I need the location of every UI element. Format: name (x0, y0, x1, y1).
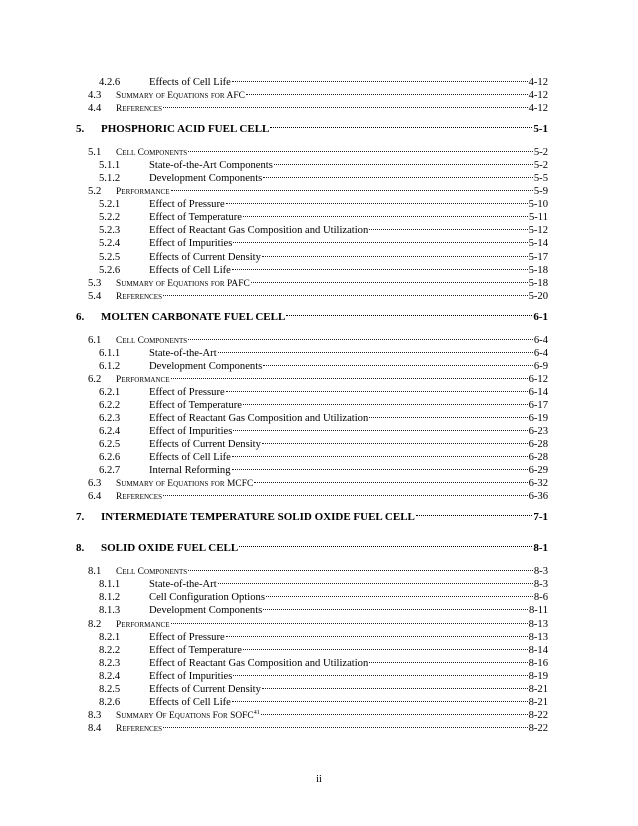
toc-entry-title-text: Cell Components (116, 335, 188, 346)
toc-entry-title-text: Development Components (149, 173, 263, 185)
dot-leader (163, 95, 528, 108)
toc-entry-title-text: Effects of Cell Life (149, 696, 231, 708)
dot-leader (266, 584, 533, 597)
toc-entry-page: 8-3 (533, 579, 548, 591)
toc-entry-title-text: Cell Components (116, 148, 188, 159)
toc-entry-page: 6-14 (528, 386, 548, 398)
toc-entry-page: 6-28 (528, 452, 548, 464)
toc-entry-title-text: Effect of Impurities (149, 670, 233, 682)
toc-entry-title (116, 103, 162, 116)
toc-entry-number: 8.1.3 (99, 605, 121, 617)
toc-entry-number: 6.2.1 (99, 386, 121, 398)
toc-entry-title-text: Effects of Current Density (149, 683, 261, 695)
dot-leader (232, 457, 528, 470)
dot-leader (369, 650, 527, 663)
toc-entry-number: 8.4 (88, 722, 102, 734)
toc-entry-page: 8-1 (533, 542, 548, 555)
toc-entry-number: 5.2.4 (99, 238, 121, 250)
toc-entry-title-text: Effect of Reactant Gas Composition and Utilization (149, 657, 369, 669)
toc-entry-number: 5.2.1 (99, 199, 121, 211)
toc-entry-title (101, 121, 269, 138)
toc-entry-page: 6-4 (533, 347, 548, 359)
toc-entry-number: 6.2.4 (99, 426, 121, 438)
toc-entry-page: 8-14 (528, 644, 548, 656)
toc-entry-page: 5-5 (533, 173, 548, 185)
toc-entry-title-text: Effects of Current Density (149, 251, 261, 263)
dot-leader (261, 702, 528, 715)
toc-entry-title-text: References (116, 291, 163, 302)
toc-entry-title-text: Performance (116, 619, 170, 630)
toc-entry-page: 6-32 (528, 478, 548, 490)
dot-leader (286, 303, 532, 316)
dot-leader (188, 327, 533, 340)
dot-leader (263, 597, 528, 610)
toc-entry-number: 8.2 (88, 618, 102, 630)
toc-entry-page: 8-13 (528, 631, 548, 643)
toc-section-entry[interactable] (76, 286, 548, 302)
toc-entry-title-text: Summary of Equations for AFC (116, 91, 245, 102)
dot-leader (188, 558, 533, 571)
toc-entry-number: 8.2.6 (99, 696, 121, 708)
dot-leader (263, 353, 533, 366)
toc-entry-title-text: Effect of Reactant Gas Composition and Utilization (149, 412, 369, 424)
toc-entry-number: 6.2.3 (99, 412, 121, 424)
toc-entry-number: 4.3 (88, 90, 102, 102)
dot-leader (218, 340, 533, 353)
toc-entry-number: 6.3 (88, 478, 102, 490)
toc-entry-number: 5.2 (88, 186, 102, 198)
toc-entry-page: 8-19 (528, 670, 548, 682)
toc-entry-number: 6.4 (88, 491, 102, 503)
toc-entry-page: 8-6 (533, 592, 548, 604)
toc-entry-title-text: References (116, 723, 163, 734)
dot-leader (246, 82, 528, 95)
toc-entry-title-text: Effect of Pressure (149, 199, 225, 211)
toc-entry-page: 6-1 (533, 310, 548, 323)
toc-entry-page: 8-3 (533, 566, 548, 578)
dot-leader (243, 204, 528, 217)
toc-entry-page: 5-20 (528, 290, 548, 302)
dot-leader (239, 534, 532, 547)
toc-chapter-entry[interactable] (76, 538, 548, 555)
toc-entry-page: 5-2 (533, 147, 548, 159)
dot-leader (369, 217, 527, 230)
dot-leader (226, 379, 528, 392)
page-number: ii (316, 774, 322, 785)
toc-entry-number: 8.1.2 (99, 592, 121, 604)
toc-entry-title-text: State-of-the-Art (149, 347, 217, 359)
toc-entry-number: 6.2.2 (99, 399, 121, 411)
toc-section-entry[interactable] (76, 98, 548, 115)
toc-entry-title-text: Development Components (149, 360, 263, 372)
dot-leader (232, 689, 528, 702)
dot-leader (171, 178, 533, 191)
footnote-reference: 41 (253, 709, 260, 716)
toc-entry-page: 6-36 (528, 491, 548, 503)
toc-entry-title-text: Performance (116, 187, 170, 198)
toc-entry-title-text: Effect of Reactant Gas Composition and Utilization (149, 225, 369, 237)
toc-entry-page: 6-17 (528, 399, 548, 411)
toc-entry-page: 5-10 (528, 199, 548, 211)
toc-entry-title (101, 509, 415, 526)
toc-entry-title-text: Effects of Cell Life (149, 77, 231, 88)
toc-entry-title-text: Effect of Pressure (149, 386, 225, 398)
toc-entry-number: 6.2.7 (99, 465, 121, 477)
toc-entry-page: 6-23 (528, 426, 548, 438)
toc-entry-title-text: Development Components (149, 605, 263, 617)
toc-entry-number: 7. (76, 511, 85, 524)
toc-entry-page: 5-11 (528, 212, 548, 224)
toc-entry-page: 6-4 (533, 334, 548, 346)
toc-entry-page: 6-28 (528, 439, 548, 451)
toc-entry-title-text: Effects of Cell Life (149, 264, 231, 276)
toc-entry-number: 8.1 (88, 566, 102, 578)
toc-entry-page: 5-2 (533, 160, 548, 172)
toc-entry-number: 8. (76, 542, 85, 555)
toc-entry-page: 8-11 (528, 605, 548, 617)
toc-entry-number: 6.1.2 (99, 360, 121, 372)
toc-entry-page: 6-9 (533, 360, 548, 372)
toc-entry-number: 5.4 (88, 290, 102, 302)
toc-entry-number: 5.2.6 (99, 264, 121, 276)
toc-entry-title-text: Effect of Impurities (149, 238, 233, 250)
toc-entry-title-text: References (116, 492, 163, 503)
toc-chapter-entry[interactable] (76, 307, 548, 324)
toc-chapter-entry[interactable] (76, 119, 548, 136)
toc-entry-title-text: Effect of Temperature (149, 644, 242, 656)
dot-leader (254, 470, 527, 483)
dot-leader (274, 152, 533, 165)
toc-section-entry[interactable] (76, 718, 548, 734)
toc-entry-number: 8.2.5 (99, 683, 121, 695)
table-of-contents (76, 72, 548, 734)
dot-leader (263, 165, 533, 178)
dot-leader (188, 139, 533, 152)
toc-entry-page: 5-18 (528, 264, 548, 276)
toc-chapter-entry[interactable] (76, 507, 548, 524)
toc-entry-title-text: Effect of Pressure (149, 631, 225, 643)
toc-entry-page: 5-9 (533, 186, 548, 198)
toc-entry-page: 4-12 (528, 90, 548, 102)
toc-entry-page: 6-12 (528, 373, 548, 385)
dot-leader (226, 624, 528, 637)
toc-entry-number: 5.2.3 (99, 225, 121, 237)
toc-entry-title-text: Internal Reforming (149, 465, 231, 477)
dot-leader (262, 676, 528, 689)
toc-entry-title-text: State-of-the-Art Components (149, 160, 273, 172)
toc-entry-title-text: Performance (116, 374, 170, 385)
toc-entry-page: 8-21 (528, 696, 548, 708)
toc-entry-page: 4-12 (528, 77, 548, 88)
dot-leader (218, 571, 533, 584)
toc-entry-page: 4-12 (528, 103, 548, 115)
toc-entry-page: 8-16 (528, 657, 548, 669)
toc-entry-number: 8.2.4 (99, 670, 121, 682)
toc-entry-title-text: SOLID OXIDE FUEL CELL (101, 542, 239, 555)
toc-entry-number: 5.2.5 (99, 251, 121, 263)
toc-entry-title (101, 540, 238, 557)
toc-entry-page: 8-22 (528, 722, 548, 734)
toc-entry-page: 7-1 (533, 511, 548, 524)
toc-entry-title-text: Effect of Temperature (149, 212, 242, 224)
toc-entry-title-text: Summary of Equations for MCFC (116, 479, 254, 490)
toc-entry-number: 8.2.3 (99, 657, 121, 669)
toc-entry-number: 5.1 (88, 147, 102, 159)
toc-entry-page: 6-29 (528, 465, 548, 477)
toc-entry-number: 8.3 (88, 709, 102, 721)
dot-leader (270, 115, 532, 128)
dot-leader (369, 405, 527, 418)
toc-entry-page: 8-22 (528, 709, 548, 721)
toc-entry-title-text: INTERMEDIATE TEMPERATURE SOLID OXIDE FUEL CELL (101, 511, 415, 524)
toc-entry-title-text: State-of-the-Art (149, 579, 217, 591)
toc-entry-number: 5.2.2 (99, 212, 121, 224)
toc-entry-number: 8.2.1 (99, 631, 121, 643)
toc-entry-number: 8.1.1 (99, 579, 121, 591)
dot-leader (232, 257, 528, 270)
toc-entry-number: 6.2.5 (99, 439, 121, 451)
toc-entry-number: 6.1 (88, 334, 102, 346)
toc-entry-page: 5-14 (528, 238, 548, 250)
toc-entry-number: 5.3 (88, 277, 102, 289)
toc-entry-title (101, 309, 285, 326)
dot-leader (226, 191, 528, 204)
toc-entry-page: 8-13 (528, 618, 548, 630)
toc-entry-title-text: Effects of Current Density (149, 439, 261, 451)
toc-entry-number: 6. (76, 310, 85, 323)
dot-leader (163, 483, 528, 496)
dot-leader (163, 283, 528, 296)
toc-entry-title (116, 291, 162, 304)
toc-entry-title (116, 491, 162, 504)
toc-entry-page: 5-1 (533, 123, 548, 136)
toc-entry-title-text: Cell Configuration Options (149, 592, 265, 604)
toc-entry-number: 4.2.6 (99, 77, 121, 88)
toc-entry-number: 4.4 (88, 103, 102, 115)
dot-leader (262, 244, 528, 257)
toc-entry-title-text: References (116, 104, 163, 115)
dot-leader (163, 715, 528, 728)
toc-section-entry[interactable] (76, 486, 548, 503)
toc-entry-page: 5-18 (528, 277, 548, 289)
toc-entry-title (116, 723, 162, 736)
toc-entry-title-text: Summary Of Equations For SOFC (116, 710, 254, 721)
toc-entry-title-text: MOLTEN CARBONATE FUEL CELL (101, 310, 286, 323)
toc-entry-page: 8-21 (528, 683, 548, 695)
toc-entry-page: 6-19 (528, 412, 548, 424)
dot-leader (171, 366, 528, 379)
toc-entry-number: 5. (76, 123, 85, 136)
toc-entry-title-text: Effects of Cell Life (149, 452, 231, 464)
dot-leader (251, 270, 528, 283)
toc-entry-page: 5-17 (528, 251, 548, 263)
toc-entry-title-text: PHOSPHORIC ACID FUEL CELL (101, 123, 270, 136)
toc-entry-title-text: Effect of Impurities (149, 426, 233, 438)
dot-leader (262, 431, 528, 444)
toc-entry-title-text: Cell Components (116, 567, 188, 578)
toc-entry-number: 5.1.2 (99, 173, 121, 185)
dot-leader (233, 418, 527, 431)
toc-entry-number: 5.1.1 (99, 160, 121, 172)
toc-entry-title-text: Effect of Temperature (149, 399, 242, 411)
toc-entry-title-text: Summary of Equations for PAFC (116, 278, 250, 289)
toc-entry-page: 5-12 (528, 225, 548, 237)
dot-leader (171, 611, 528, 624)
toc-entry-number: 6.2 (88, 373, 102, 385)
dot-leader (243, 637, 528, 650)
dot-leader (416, 503, 532, 516)
dot-leader (233, 663, 527, 676)
dot-leader (233, 230, 527, 243)
toc-entry-number: 6.2.6 (99, 452, 121, 464)
dot-leader (243, 392, 528, 405)
toc-entry-number: 8.2.2 (99, 644, 121, 656)
dot-leader (232, 69, 528, 82)
toc-entry-number: 6.1.1 (99, 347, 121, 359)
dot-leader (232, 444, 528, 457)
